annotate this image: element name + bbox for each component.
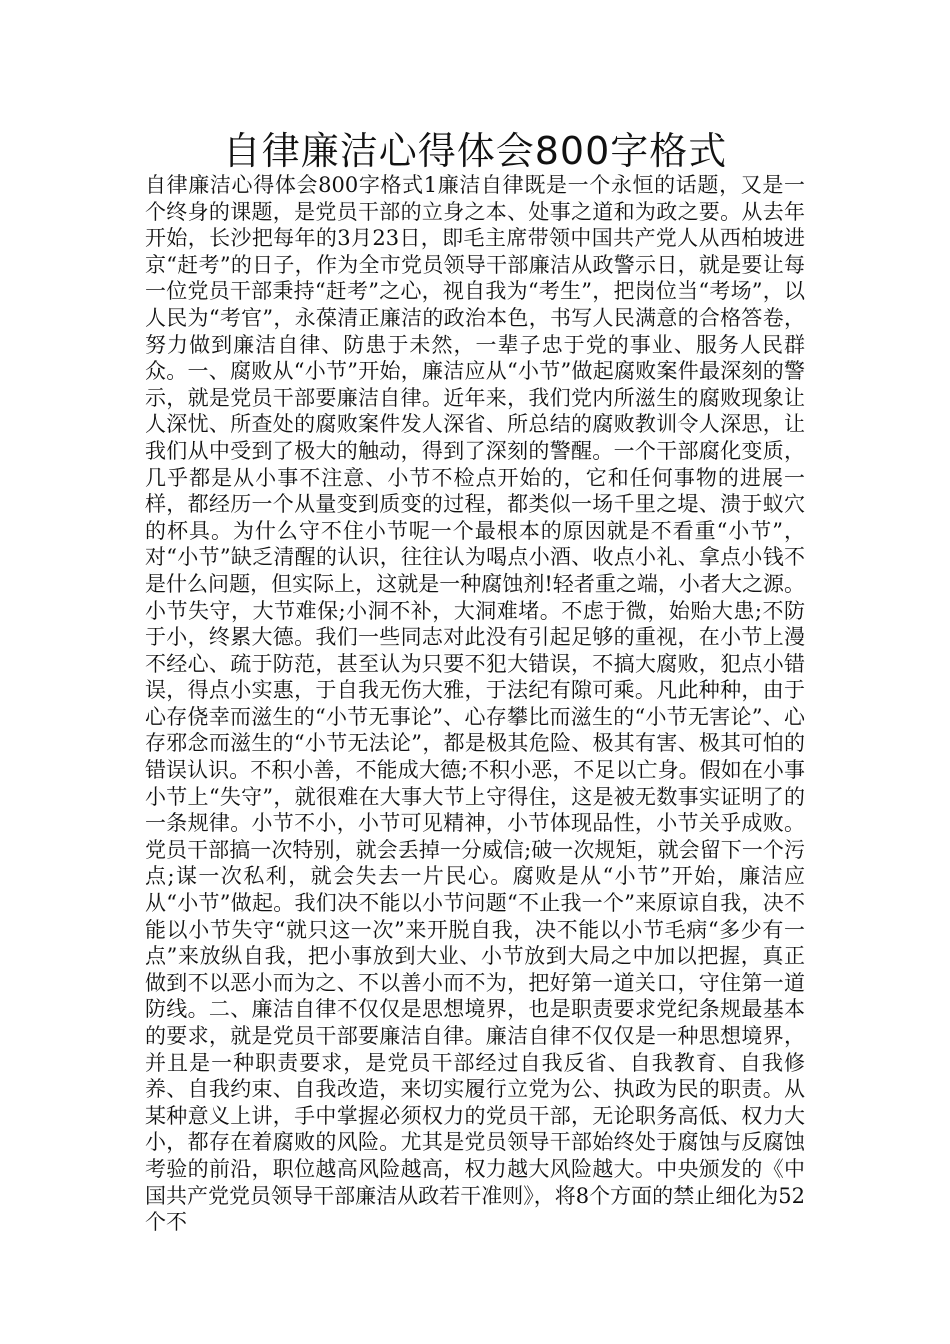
document-title: 自律廉洁心得体会800字格式 [222,129,728,173]
document-body: 自律廉洁心得体会800字格式1廉洁自律既是一个永恒的话题，又是一个终身的课题，是党员干部的立身之本、处事之道和为政之要。从去年开始，长沙把每年的3月23日，即毛主席带领中国共产党人从西柏坡进京“赶考”的日子，作为全市党员领导干部廉洁从政警示日，就是要让每一位党员干部秉持“赶考”之心，视自我为“考生”，把岗位当“考场”，以人民为“考官”，永葆清正廉洁的政治本色，书写人民满意的合格答卷，努力做到廉洁自律、防患于未然，一辈子忠于党的事业、服务人民群众。一、腐败从“小节”开始，廉洁应从“小节”做起腐败案件最深刻的警示，就是党员干部要廉洁自律。近年来，我们党内所滋生的腐败现象让人深忧、所查处的腐败案件发人深省、所总结的腐败教训令人深思，让我们从中受到了极大的触动，得到了深刻的警醒。一个干部腐化变质，几乎都是从小事不注意、小节不检点开始的，它和任何事物的进展一样，都经历一个从量变到质变的过程，都类似一场千里之堤、溃于蚁穴的杯具。为什么守不住小节呢一个最根本的原因就是不看重“小节”，对“小节”缺乏清醒的认识，往往认为喝点小酒、收点小礼、拿点小钱不是什么问题，但实际上，这就是一种腐蚀剂!轻者重之端，小者大之源。小节失守，大节难保;小洞不补，大洞难堵。不虑于微，始贻大患;不防于小，终累大德。我们一些同志对此没有引起足够的重视，在小节上漫不经心、疏于防范，甚至认为只要不犯大错误，不搞大腐败，犯点小错误，得点小实惠，于自我无伤大雅，于法纪有隙可乘。凡此种种，由于心存侥幸而滋生的“小节无事论”、心存攀比而滋生的“小节无害论”、心存邪念而滋生的“小节无法论”，都是极其危险、极其有害、极其可怕的错误认识。不积小善，不能成大德;不积小恶，不足以亡身。假如在小事小节上“失守”，就很难在大事大节上守得住，这是被无数事实证明了的一条规律。小节不小，小节可见精神，小节体现品性，小节关乎成败。党员干部搞一次特别，就会丢掉一分威信;破一次规矩，就会留下一个污点;谋一次私利，就会失去一片民心。腐败是从“小节”开始，廉洁应从“小节”做起。我们决不能以小节问题“不止我一个”来原谅自我，决不能以小节失守“就只这一次”来开脱自我，决不能以小节毛病“多少有一点”来放纵自我，把小事放到大业、小节放到大局之中加以把握，真正做到不以恶小而为之、不以善小而不为，把好第一道关口，守住第一道防线。二、廉洁自律不仅仅是思想境界，也是职责要求党纪条规最基本的要求，就是党员干部要廉洁自律。廉洁自律不仅仅是一种思想境界，并且是一种职责要求，是党员干部经过自我反省、自我教育、自我修养、自我约束、自我改造，来切实履行立党为公、执政为民的职责。从某种意义上讲，手中掌握必须权力的党员干部，无论职务高低、权力大小，都存在着腐败的风险。尤其是党员领导干部始终处于腐蚀与反腐蚀考验的前沿，职位越高风险越高，权力越大风险越大。中央颁发的《中国共产党党员领导干部廉洁从政若干准则》，将8个方面的禁止细化为52个不 [145,173,805,1235]
